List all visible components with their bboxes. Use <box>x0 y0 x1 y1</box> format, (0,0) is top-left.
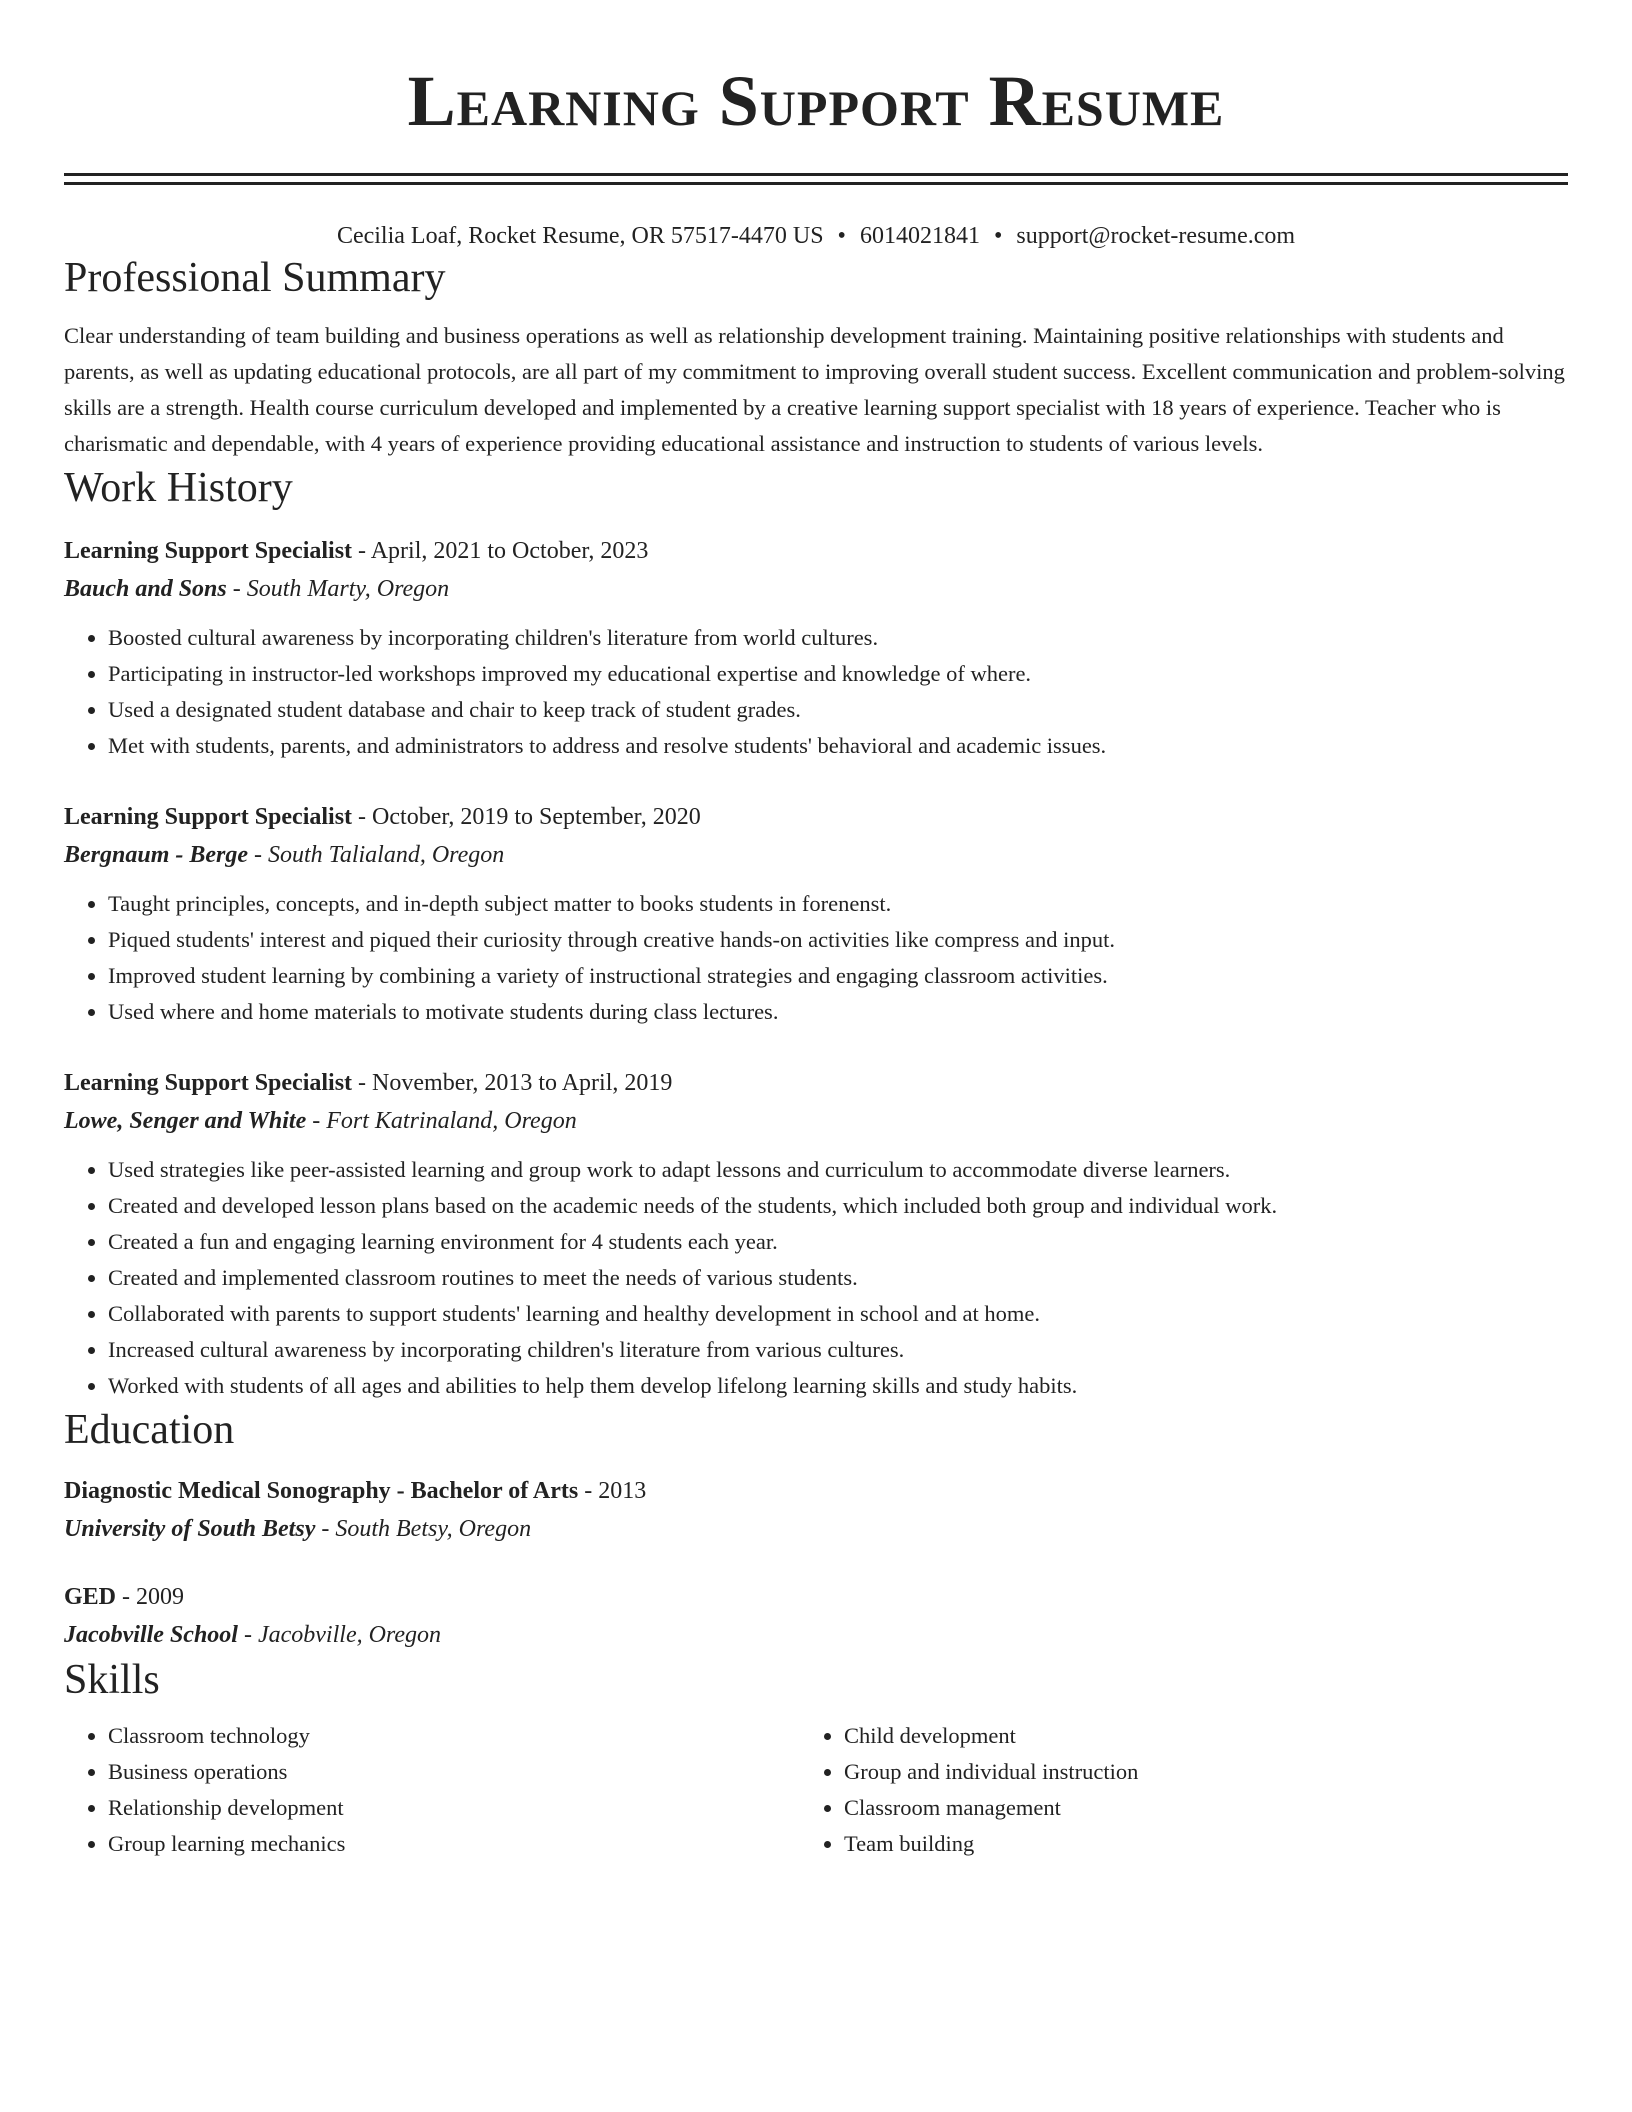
job-title-line <box>64 798 1568 836</box>
school-line <box>64 1616 1568 1654</box>
degree: GED <box>64 1584 117 1610</box>
contact-separator: • <box>993 223 1003 249</box>
summary-heading: Professional Summary <box>64 255 446 301</box>
job-title: Learning Support Specialist <box>64 1070 353 1096</box>
job-duty: • Worked with students of all ages and abilities to help them develop lifelong learning skills and study habits. <box>108 1368 1568 1404</box>
job-company-line <box>64 836 1568 874</box>
school-location: - Jacobville, Oregon <box>237 1622 442 1648</box>
skill-item: • Group learning mechanics <box>108 1826 800 1862</box>
degree-line <box>64 1578 1568 1616</box>
job-duty: • Met with students, parents, and administrators to address and resolve students' behavioral and academic issues. <box>108 728 1568 764</box>
job-company: Bauch and Sons <box>64 576 227 602</box>
job-location: - Fort Katrinaland, Oregon <box>306 1108 577 1134</box>
skills-list <box>64 1718 1568 1862</box>
job-dates: - October, 2019 to September, 2020 <box>352 804 701 830</box>
job-location: - South Marty, Oregon <box>226 576 450 602</box>
title-divider-top <box>64 173 1568 176</box>
job-duty: • Used strategies like peer-assisted learning and group work to adapt lessons and curriculum to accommodate diverse learners. <box>108 1152 1568 1188</box>
skills-heading: Skills <box>64 1657 160 1703</box>
job-entry <box>64 532 1568 764</box>
job-duty: • Taught principles, concepts, and in-depth subject matter to books students in forenenst. <box>108 886 1568 922</box>
job-title-line <box>64 532 1568 570</box>
job-company-line <box>64 570 1568 608</box>
job-duty: • Used where and home materials to motivate students during class lectures. <box>108 994 1568 1030</box>
contact-phone: 6014021841 <box>859 223 980 249</box>
job-dates: - April, 2021 to October, 2023 <box>352 538 649 564</box>
job-company: Lowe, Senger and White <box>64 1108 307 1134</box>
summary-text: Clear understanding of team building and business operations as well as relationship development training. Maintaining positive relationships with students and parents, as well as updating educational protocols, are all part of my commitment to improving overall student success. Excellent communication and problem-solving skills are a strength. Health course curriculum developed and implemented by a creative learning support specialist with 18 years of experience. Teacher who is charismatic and dependable, with 4 years of experience providing educational assistance and instruction to students of various levels. <box>64 323 1565 456</box>
job-location: - South Talialand, Oregon <box>248 842 505 868</box>
job-duties <box>64 886 1568 1030</box>
contact-address: Cecilia Loaf, Rocket Resume, OR 57517-4470 US <box>336 223 824 249</box>
job-duty: • Improved student learning by combining a variety of instructional strategies and engaging classroom activities. <box>108 958 1568 994</box>
job-company: Bergnaum - Berge <box>64 842 249 868</box>
job-duty: • Increased cultural awareness by incorporating children's literature from various cultures. <box>108 1332 1568 1368</box>
graduation-year: - 2013 <box>578 1478 647 1504</box>
job-title: Learning Support Specialist <box>64 804 353 830</box>
job-duty: • Participating in instructor-led workshops improved my educational expertise and knowledge of where. <box>108 656 1568 692</box>
skills-column-left <box>64 1718 800 1862</box>
education-entry <box>64 1472 1568 1548</box>
skill-item: • Team building <box>844 1826 1536 1862</box>
skill-item: • Child development <box>844 1718 1536 1754</box>
education-heading: Education <box>64 1407 235 1453</box>
job-duty: • Created and developed lesson plans based on the academic needs of the students, which included both group and individual work. <box>108 1188 1568 1224</box>
school-line <box>64 1510 1568 1548</box>
skill-item: • Relationship development <box>108 1790 800 1826</box>
contact-line <box>64 220 1568 252</box>
school-name: Jacobville School <box>64 1622 238 1648</box>
job-company-line <box>64 1102 1568 1140</box>
job-duty: • Piqued students' interest and piqued their curiosity through creative hands-on activities like compress and input. <box>108 922 1568 958</box>
school-location: - South Betsy, Oregon <box>315 1516 532 1542</box>
job-entry <box>64 798 1568 1030</box>
title-divider-bottom <box>64 182 1568 185</box>
work-history-heading: Work History <box>64 465 293 511</box>
resume-title: Learning Support Resume <box>407 61 1225 141</box>
job-duty: • Boosted cultural awareness by incorporating children's literature from world cultures. <box>108 620 1568 656</box>
graduation-year: - 2009 <box>116 1584 185 1610</box>
job-duty: • Collaborated with parents to support students' learning and healthy development in school and at home. <box>108 1296 1568 1332</box>
degree: Diagnostic Medical Sonography - Bachelor of Arts <box>64 1478 579 1504</box>
job-duty: • Used a designated student database and chair to keep track of student grades. <box>108 692 1568 728</box>
job-duty: • Created a fun and engaging learning environment for 4 students each year. <box>108 1224 1568 1260</box>
job-duties <box>64 620 1568 764</box>
skill-item: • Classroom technology <box>108 1718 800 1754</box>
school-name: University of South Betsy <box>64 1516 316 1542</box>
job-title-line <box>64 1064 1568 1102</box>
degree-line <box>64 1472 1568 1510</box>
contact-email: support@rocket-resume.com <box>1016 223 1296 249</box>
skills-column-right <box>800 1718 1536 1862</box>
skill-item: • Classroom management <box>844 1790 1536 1826</box>
job-duty: • Created and implemented classroom routines to meet the needs of various students. <box>108 1260 1568 1296</box>
skill-item: • Business operations <box>108 1754 800 1790</box>
job-entry <box>64 1064 1568 1404</box>
education-entry <box>64 1578 1568 1654</box>
job-dates: - November, 2013 to April, 2019 <box>352 1070 673 1096</box>
skill-item: • Group and individual instruction <box>844 1754 1536 1790</box>
contact-separator: • <box>837 223 846 249</box>
job-duties <box>64 1152 1568 1404</box>
job-title: Learning Support Specialist <box>64 538 353 564</box>
